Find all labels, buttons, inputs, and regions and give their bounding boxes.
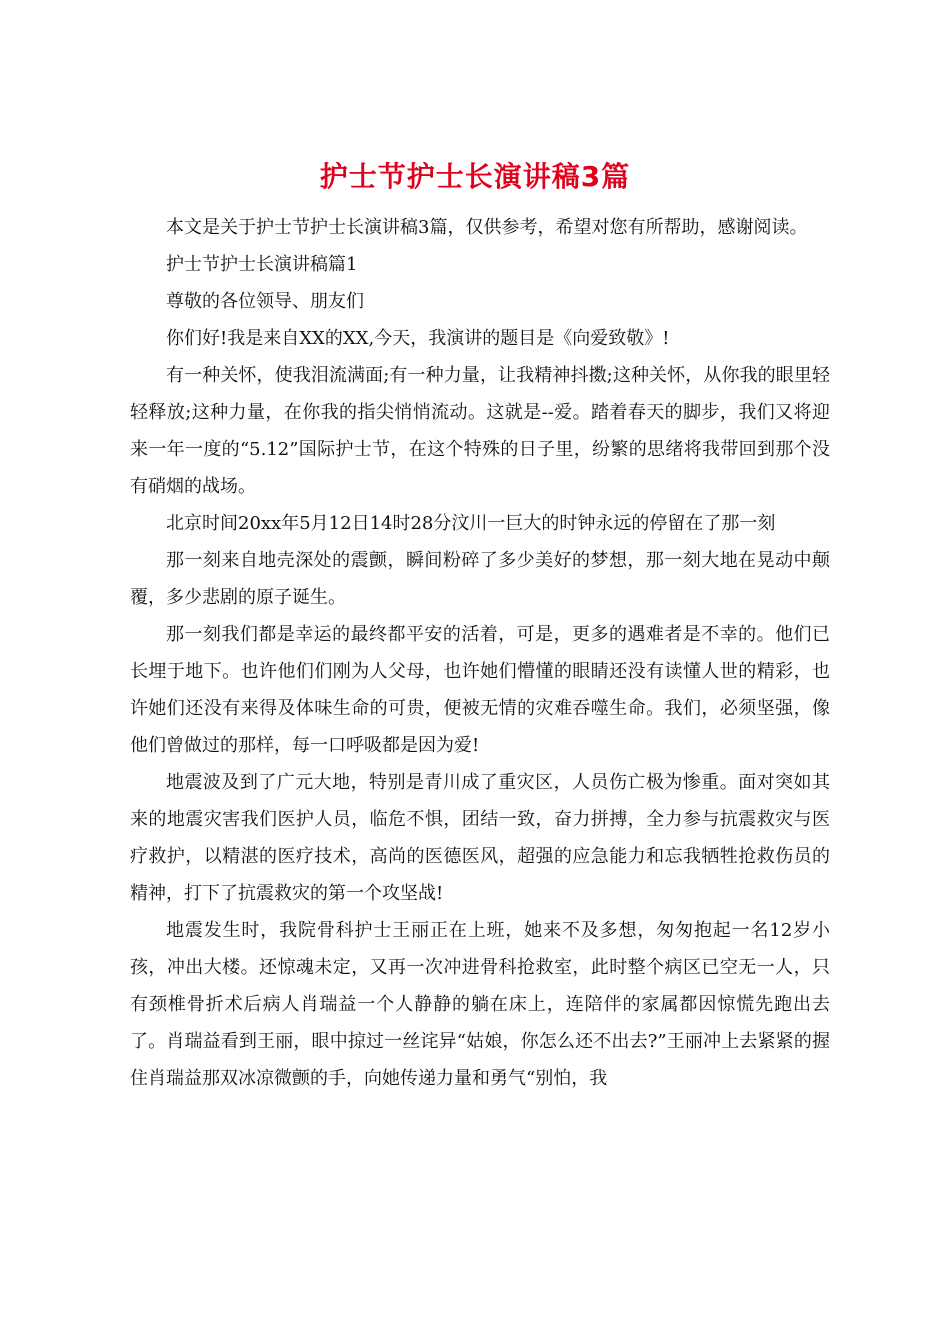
- paragraph-greeting: 你们好!我是来自XX的XX,今天，我演讲的题目是《向爱致敬》!: [166, 328, 670, 349]
- paragraph: 地震波及到了广元大地，特别是青川成了重灾区，人员伤亡极为惨重。面对突如其来的地震灾害我们医护人员，临危不惧，团结一致，奋力拼搏，全力参与抗震救灾与医疗救护，以精湛的医疗技术，高尚的医德医风，超强的应急能力和忘我牺牲抢救伤员的精神，打下了抗震救灾的第一个攻坚战!: [130, 772, 830, 904]
- document-body: [130, 209, 830, 1097]
- paragraph: 有一种关怀，使我泪流满面;有一种力量，让我精神抖擞;这种关怀，从你我的眼里轻轻释放;这种力量，在你我的指尖悄悄流动。这就是--爱。踏着春天的脚步，我们又将迎来一年一度的“5.12”国际护士节，在这个特殊的日子里，纷繁的思绪将我带回到那个没有硝烟的战场。: [130, 365, 830, 497]
- paragraph: 那一刻来自地壳深处的震颤，瞬间粉碎了多少美好的梦想，那一刻大地在晃动中颠覆，多少悲剧的原子诞生。: [130, 550, 830, 608]
- paragraph-salutation: 尊敬的各位领导、朋友们: [166, 291, 364, 312]
- section-heading: 护士节护士长演讲稿篇1: [166, 254, 358, 275]
- paragraph: 北京时间20xx年5月12日14时28分汶川一巨大的时钟永远的停留在了那一刻: [166, 513, 776, 534]
- paragraph: 那一刻我们都是幸运的最终都平安的活着，可是，更多的遇难者是不幸的。他们已长埋于地下。也许他们们刚为人父母，也许她们懵懂的眼睛还没有读懂人世的精彩，也许她们还没有来得及体味生命的可贵，便被无情的灾难吞噬生命。我们，必须坚强，像他们曾做过的那样，每一口呼吸都是因为爱!: [130, 624, 830, 756]
- document-title: 护士节护士长演讲稿3篇: [319, 159, 631, 193]
- paragraph: 地震发生时，我院骨科护士王丽正在上班，她来不及多想，匆匆抱起一名12岁小孩，冲出大楼。还惊魂未定，又再一次冲进骨科抢救室，此时整个病区已空无一人，只有颈椎骨折术后病人肖瑞益一个人静静的躺在床上，连陪伴的家属都因惊慌先跑出去了。肖瑞益看到王丽，眼中掠过一丝诧异“姑娘，你怎么还不出去?”王丽冲上去紧紧的握住肖瑞益那双冰凉微颤的手，向她传递力量和勇气“别怕，我: [130, 920, 830, 1089]
- paragraph-intro: 本文是关于护士节护士长演讲稿3篇，仅供参考，希望对您有所帮助，感谢阅读。: [166, 217, 808, 238]
